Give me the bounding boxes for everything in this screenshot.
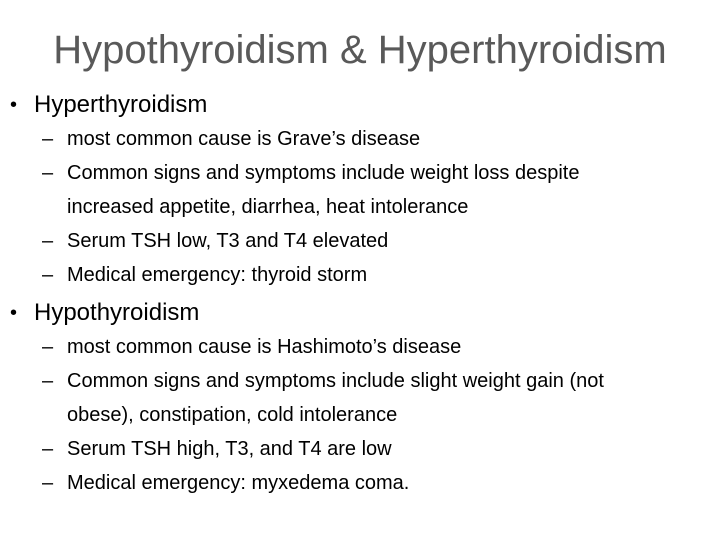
sub-bullet <box>0 162 720 219</box>
dash-icon: – <box>42 370 54 392</box>
sub-bullet-text: Common signs and symptoms include weight loss despite <box>67 162 580 184</box>
sub-bullet <box>0 336 720 359</box>
dash-icon: – <box>42 264 54 286</box>
section-hyperthyroidism <box>0 90 720 298</box>
bullet-icon: • <box>10 94 18 116</box>
dash-icon: – <box>42 336 54 358</box>
section-heading: Hypothyroidism <box>34 299 200 326</box>
sub-bullet-text: most common cause is Grave’s disease <box>67 128 421 150</box>
sub-bullet-text: Serum TSH low, T3 and T4 elevated <box>67 230 389 252</box>
sub-bullet <box>0 472 720 495</box>
sub-bullet <box>0 370 720 427</box>
sub-bullet <box>0 128 720 151</box>
sub-bullet-text: Serum TSH high, T3, and T4 are low <box>67 438 392 460</box>
dash-icon: – <box>42 230 54 252</box>
dash-icon: – <box>42 162 54 184</box>
dash-icon: – <box>42 472 54 494</box>
sub-bullet <box>0 264 720 287</box>
sub-bullet-list <box>0 336 720 495</box>
heading-bullet <box>0 298 720 328</box>
sub-bullet <box>0 438 720 461</box>
bullet-icon: • <box>10 302 18 324</box>
sub-bullet-text-continued: increased appetite, diarrhea, heat intolerance <box>67 196 469 218</box>
sub-bullet-text: Medical emergency: myxedema coma. <box>67 472 410 494</box>
heading-bullet <box>0 90 720 120</box>
sub-bullet-text: Common signs and symptoms include slight weight gain (not <box>67 370 604 392</box>
section-hypothyroidism <box>0 298 720 506</box>
dash-icon: – <box>42 438 54 460</box>
slide-title: Hypothyroidism & Hyperthyroidism <box>53 28 667 72</box>
sub-bullet-text: most common cause is Hashimoto’s disease <box>67 336 462 358</box>
dash-icon: – <box>42 128 54 150</box>
sub-bullet-text: Medical emergency: thyroid storm <box>67 264 368 286</box>
sub-bullet <box>0 230 720 253</box>
sub-bullet-list <box>0 128 720 287</box>
sub-bullet-text-continued: obese), constipation, cold intolerance <box>67 404 398 426</box>
section-heading: Hyperthyroidism <box>34 91 208 118</box>
